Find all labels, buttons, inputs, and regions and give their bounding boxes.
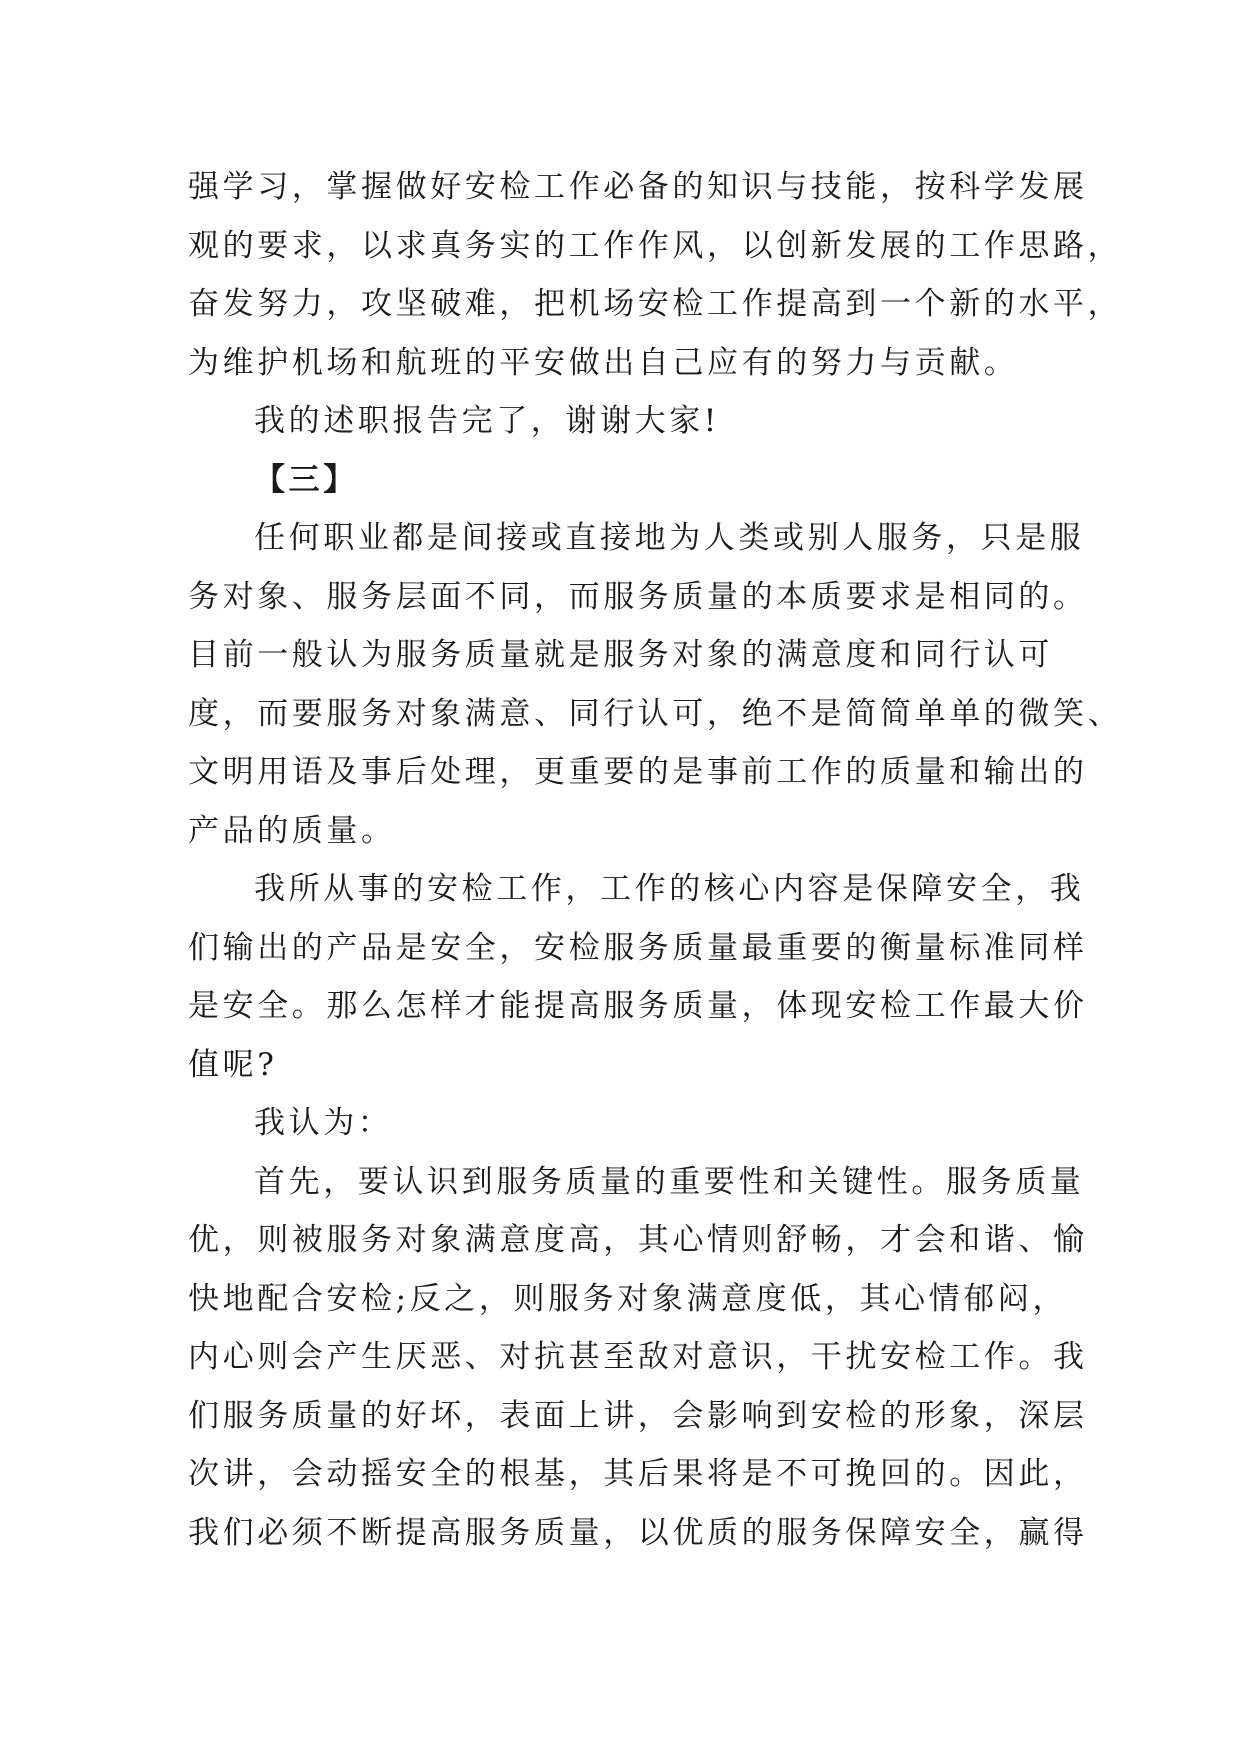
text-line: 奋发努力，攻坚破难，把机场安检工作提高到一个新的水平，: [188, 286, 1123, 322]
section-heading: 【三】: [254, 461, 358, 498]
paragraph-start: 任何职业都是间接或直接地为人类或别人服务，只是服: [254, 520, 1085, 556]
text-line: 优，则被服务对象满意度高，其心情则舒畅，才会和谐、愉: [188, 1222, 1088, 1258]
text-line: 为维护机场和航班的平安做出自己应有的努力与贡献。: [188, 344, 1019, 381]
text-line: 务对象、服务层面不同，而服务质量的本质要求是相同的。: [188, 578, 1088, 615]
text-line: 文明用语及事后处理，更重要的是事前工作的质量和输出的: [188, 754, 1088, 790]
closing-remark: 我的述职报告完了，谢谢大家!: [254, 403, 720, 439]
text-line: 观的要求，以求真务实的工作作风，以创新发展的工作思路，: [188, 227, 1123, 264]
text-line: 们输出的产品是安全，安检服务质量最重要的衡量标准同样: [188, 929, 1088, 966]
body-text: [188, 158, 1123, 1562]
text-line: 快地配合安检;反之，则服务对象满意度低，其心情郁闷，: [188, 1280, 1068, 1317]
text-line: 次讲，会动摇安全的根基，其后果将是不可挽回的。因此，: [188, 1456, 1088, 1492]
text-line: 度，而要服务对象满意、同行认可，绝不是简简单单的微笑、: [188, 695, 1123, 732]
text-line: 内心则会产生厌恶、对抗甚至敌对意识，干扰安检工作。我: [188, 1339, 1088, 1375]
text-line: 强学习，掌握做好安检工作必备的知识与技能，按科学发展: [188, 169, 1088, 205]
text-line: 产品的质量。: [188, 812, 396, 849]
paragraph-start: 首先，要认识到服务质量的重要性和关键性。服务质量: [254, 1163, 1085, 1200]
paragraph-start: 我认为：: [254, 1105, 393, 1141]
text-line: 是安全。那么怎样才能提高服务质量，体现安检工作最大价: [188, 988, 1088, 1024]
paragraph-start: 我所从事的安检工作，工作的核心内容是保障安全，我: [254, 871, 1085, 907]
text-line: 目前一般认为服务质量就是服务对象的满意度和同行认可: [188, 637, 1053, 673]
text-line: 值呢?: [188, 1046, 278, 1083]
text-line: 我们必须不断提高服务质量，以优质的服务保障安全，赢得: [188, 1514, 1088, 1551]
text-line: 们服务质量的好坏，表面上讲，会影响到安检的形象，深层: [188, 1397, 1088, 1434]
